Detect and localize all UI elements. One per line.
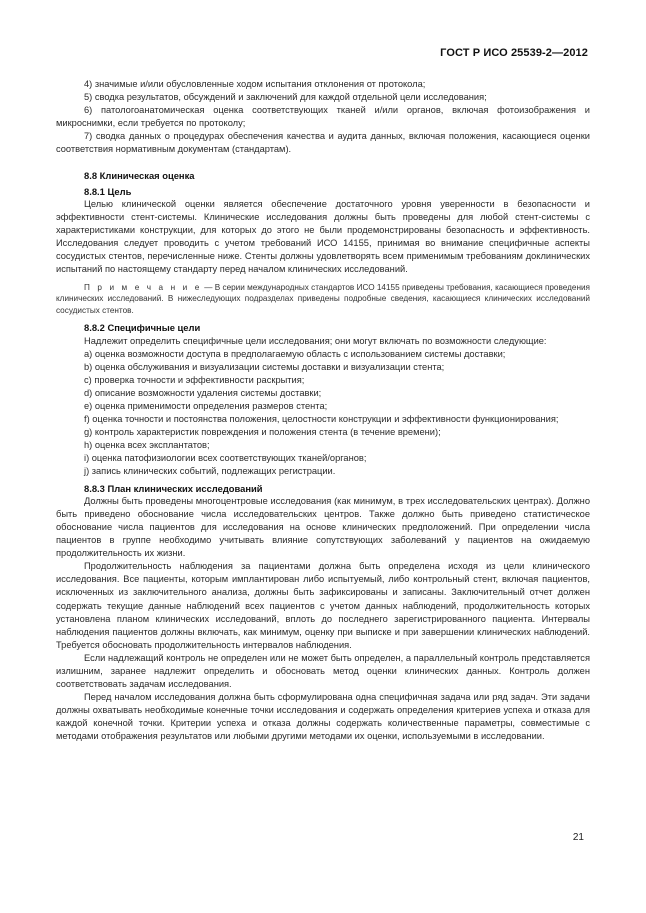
list-item: 4) значимые и/или обусловленные ходом испытания отклонения от протокола; — [84, 79, 426, 89]
list-item: 5) сводка результатов, обсуждений и заключений для каждой отдельной цели исследования; — [84, 92, 487, 103]
list-item: h) оценка всех эксплантатов; — [84, 440, 210, 451]
list-item: 7) сводка данных о процедурах обеспечения качества и аудита данных, включая положения, касающиеся оценки соответствия нормативным документам (стандартам). — [56, 131, 590, 155]
list-item: j) запись клинических событий, подлежащих регистрации. — [84, 466, 336, 477]
list-item: i) оценка патофизиологии всех соответствующих тканей/органов; — [84, 453, 367, 464]
section-heading: 8.8 Клиническая оценка — [84, 169, 195, 181]
note-text: — В серии международных стандартов ИСО 14155 приведены требования, касающиеся проведения клинических исследований. В нижеследующих подразделах приведены подробные сведения, касающиеся клинических исследований сосудистых стентов. — [56, 282, 590, 315]
list-item: f) оценка точности и постоянства положения, целостности конструкции и эффективности функционирования; — [84, 414, 559, 425]
list-item: a) оценка возможности доступа в предполагаемую область с использованием системы доставки; — [84, 348, 506, 359]
page-content — [56, 78, 590, 744]
page-number: 21 — [572, 832, 584, 843]
paragraph: Перед началом исследования должна быть сформулирована одна специфичная задача или ряд задач. Эти задачи должны охватывать необходимые конечные точки исследования и содержать определения критериев успеха и отказа для каждой конечной точки. Критерии успеха и отказа должны содержать количественные параметры, совместимые с методами отображения результатов или любыми другими методами их оценки, используемыми в исследовании. — [56, 692, 590, 742]
list-item: e) оценка применимости определения размеров стента; — [84, 400, 328, 411]
paragraph: Продолжительность наблюдения за пациентами должна быть определена исходя из цели клинического исследования. Все пациенты, которым имплантирован либо испытуемый, либо контрольный стент, включая пациентов, исключенных из заключительного анализа, должны быть зафиксированы и записаны. Заключительный отчет должен содержать текущие данные наблюдений всех пациентов с учетом данных наблюдений, продолжительность которых установлена планом клинических исследований, вплоть до последнего зарегистрированного пациента. Интервалы наблюдения пациентов должны включать, как минимум, оценку при выписке и при завершении клинических наблюдений. Требуется обосновать продолжительность интервалов наблюдения. — [56, 561, 590, 650]
document-header: ГОСТ Р ИСО 25539-2—2012 — [440, 47, 588, 59]
paragraph: Должны быть проведены многоцентровые исследования (как минимум, в трех исследовательских центрах). Должно быть приведено обоснование числа исследовательских центров. Также должно быть приведено статистическое обоснование числа пациентов для исследования на основе клинических предположений. При определении числа пациентов в группе необходимо учитывать влияние сопутствующих заболеваний у пациентов на ожидаемую продолжительность их жизни. — [56, 495, 590, 559]
list-item: g) контроль характеристик повреждения и положения стента (в течение времени); — [84, 427, 441, 438]
list-item: b) оценка обслуживания и визуализации системы доставки и визуализации стента; — [84, 361, 445, 372]
subsection-heading: 8.8.2 Специфичные цели — [84, 322, 201, 334]
list-item: d) описание возможности удаления системы доставки; — [84, 387, 322, 398]
paragraph: Если надлежащий контроль не определен или не может быть определен, а параллельный контроль представляется излишним, заранее надлежит определить и обосновать метод оценки клинических данных. Контроль должен соответствовать задачам исследования. — [56, 652, 590, 690]
list-item: c) проверка точности и эффективности раскрытия; — [84, 374, 305, 385]
paragraph: Целью клинической оценки является обеспечение достаточного уровня уверенности в безопасности и эффективности стент-системы. Клинические исследования должны быть проведены для любой стент-системы с характеристиками конструкции, для которых до этого не были продемонстрированы безопасность и эффективность. Исследования следует проводить с учетом требований ИСО 14155, принимая во внимание специфичные аспекты сосудистых стентов, перечисленные ниже. Стенты должны удовлетворять всем применимым требованиям доклинических испытаний по настоящему стандарту перед началом клинических исследований. — [56, 198, 590, 275]
note — [56, 282, 590, 317]
list-item: 6) патологоанатомическая оценка соответствующих тканей и/или органов, включая фотоизображения и микроснимки, если требуется по протоколу; — [56, 105, 590, 129]
paragraph: Надлежит определить специфичные цели исследования; они могут включать по возможности следующие: — [84, 335, 547, 346]
note-label: П р и м е ч а н и е — [84, 282, 202, 292]
subsection-heading: 8.8.3 План клинических исследований — [84, 482, 263, 494]
subsection-heading: 8.8.1 Цель — [84, 185, 132, 197]
